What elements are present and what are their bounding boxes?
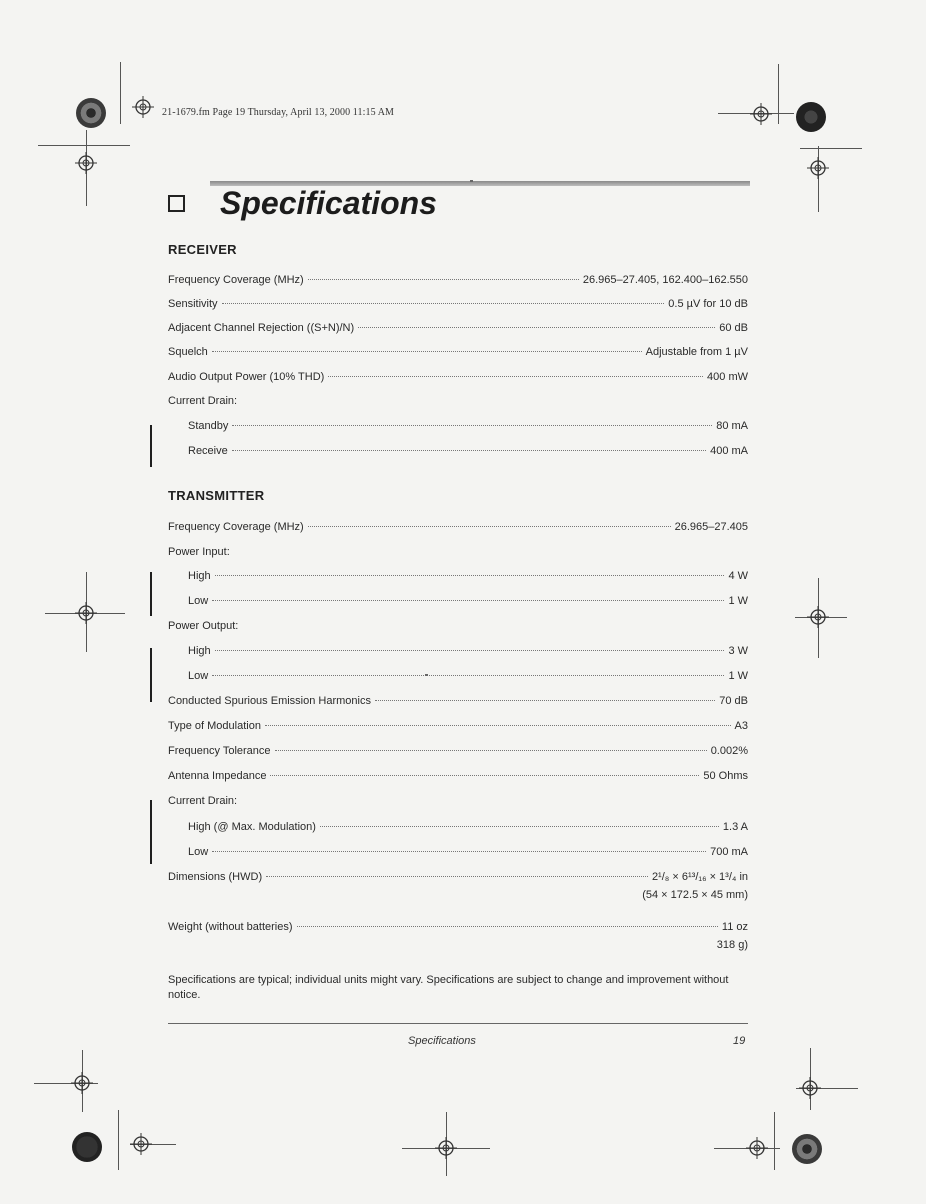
- change-bar: [150, 425, 152, 467]
- spec-row: Low 1 W: [188, 595, 748, 607]
- spec-row: Low 700 mA: [188, 846, 748, 858]
- spec-row: Type of Modulation A3: [168, 720, 748, 732]
- registration-mark-icon: [807, 606, 829, 628]
- registration-mark-icon: [132, 96, 154, 118]
- spec-subheading: Current Drain:: [168, 395, 238, 407]
- page-number: 19: [733, 1035, 746, 1047]
- spec-subheading: Power Output:: [168, 620, 239, 632]
- spec-row: Receive 400 mA: [188, 445, 748, 457]
- registration-mark-icon: [71, 1072, 93, 1094]
- spec-row: Frequency Coverage (MHz) 26.965–27.405: [168, 521, 748, 533]
- spec-row: Adjacent Channel Rejection ((S+N)/N) 60 dB: [168, 322, 748, 334]
- spec-row: Antenna Impedance 50 Ohms: [168, 770, 748, 782]
- spec-row: High 3 W: [188, 645, 748, 657]
- spec-subheading: Power Input:: [168, 546, 230, 558]
- color-target-icon: [72, 1132, 102, 1162]
- spec-row: Audio Output Power (10% THD) 400 mW: [168, 371, 748, 383]
- spec-value-continued: 318 g): [716, 939, 748, 951]
- change-bar: [150, 800, 152, 864]
- footer-rule: [168, 1023, 748, 1024]
- registration-mark-icon: [799, 1077, 821, 1099]
- spec-row: Frequency Coverage (MHz) 26.965–27.405, 162.400–162.550: [168, 274, 748, 286]
- spec-row: High 4 W: [188, 570, 748, 582]
- spec-row: Conducted Spurious Emission Harmonics 70 dB: [168, 695, 748, 707]
- spec-subheading: Current Drain:: [168, 795, 238, 807]
- print-slug: 21-1679.fm Page 19 Thursday, April 13, 2000 11:15 AM: [162, 107, 395, 118]
- section-heading-receiver: RECEIVER: [168, 242, 237, 257]
- registration-mark-icon: [807, 157, 829, 179]
- section-heading-transmitter: TRANSMITTER: [168, 488, 265, 503]
- specifications-note: Specifications are typical; individual units might vary. Specifications are subject to change and improvement without notice.: [168, 974, 729, 1001]
- spec-row: Standby 80 mA: [188, 420, 748, 432]
- spec-row: Dimensions (HWD) 2¹/₈ × 6¹³/₁₆ × 1³/₄ in: [168, 871, 748, 883]
- registration-mark-icon: [746, 1137, 768, 1159]
- change-bar: [150, 648, 152, 702]
- spec-value-continued: (54 × 172.5 × 45 mm): [642, 889, 748, 901]
- spec-row: Frequency Tolerance 0.002%: [168, 745, 748, 757]
- checkbox-icon: [168, 195, 185, 212]
- page-title: Specifications: [220, 185, 437, 221]
- scan-speck: [470, 180, 473, 182]
- color-target-icon: [796, 102, 826, 132]
- registration-mark-icon: [130, 1133, 152, 1155]
- registration-mark-icon: [75, 152, 97, 174]
- spec-row: Weight (without batteries) 11 oz: [168, 921, 748, 933]
- spec-row: High (@ Max. Modulation) 1.3 A: [188, 821, 748, 833]
- spec-row: Squelch Adjustable from 1 µV: [168, 346, 748, 358]
- registration-mark-icon: [750, 103, 772, 125]
- change-bar: [150, 572, 152, 616]
- color-target-icon: [76, 98, 106, 128]
- spec-row: Sensitivity 0.5 µV for 10 dB: [168, 298, 748, 310]
- color-target-icon: [792, 1134, 822, 1164]
- footer-title: Specifications: [408, 1035, 476, 1047]
- registration-mark-icon: [75, 602, 97, 624]
- registration-mark-icon: [435, 1137, 457, 1159]
- scan-speck: [425, 674, 428, 676]
- spec-row: Low 1 W: [188, 670, 748, 682]
